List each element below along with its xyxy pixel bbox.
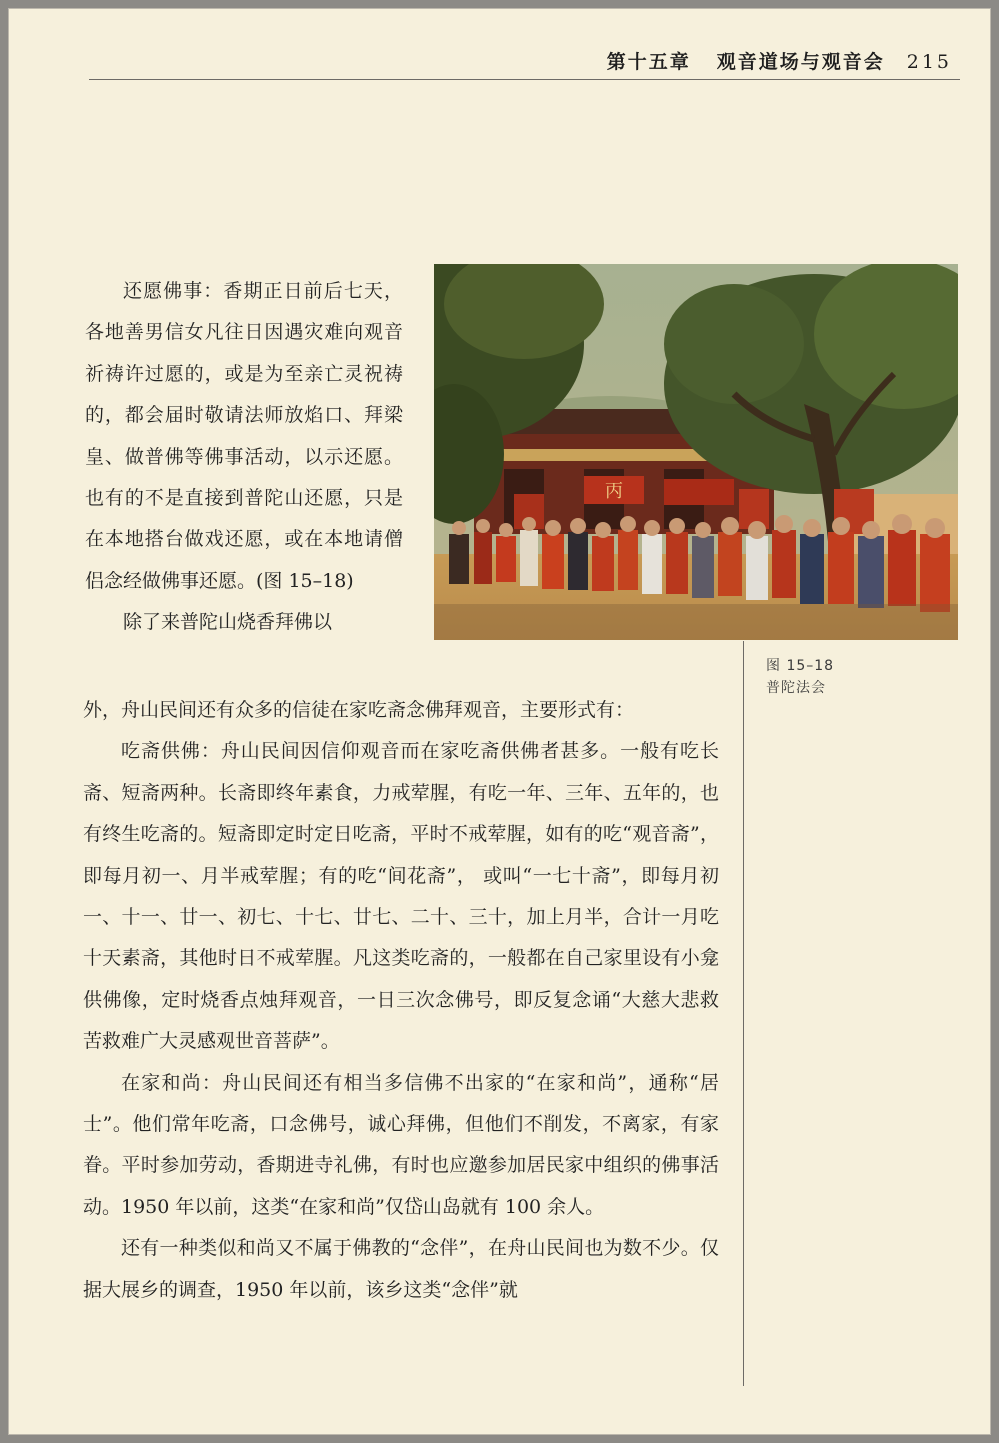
paragraph-vegetarian-offering: 吃斋供佛：舟山民间因信仰观音而在家吃斋供佛者甚多。一般有吃长斋、短斋两种。长斋即终年素食，力戒荤腥，有吃一年、三年、五年的，也有终生吃斋的。短斋即定时定日吃斋，平时不戒荤腥，如有的吃“观音斋”，即每月初一、月半戒荤腥；有的吃“间花斋”， 或叫“一七十斋”，即每月初一、十一、廿一、初七、十七、廿七、二十、三十，加上月半，合计一月吃十天素斋，其他时日不戒荤腥。凡这类吃斋的，一般都在自己家里设有小龛供佛像，定时烧香点烛拜观音，一日三次念佛号，即反复念诵“大慈大悲救苦救难广大灵感观世音菩萨”。 [83,740,719,1053]
signboard-text: 丙 [605,481,623,502]
paragraph-intro-start: 除了来普陀山烧香拜佛以 [123,611,333,634]
text-column-narrow [85,271,403,644]
chapter-label: 第十五章 [606,51,691,73]
photo-puto-dharma-assembly [434,264,958,640]
paragraph-lay-monks: 在家和尚：舟山民间还有相当多信佛不出家的“在家和尚”，通称“居士”。他们常年吃斋，口念佛号，诚心拜佛，但他们不削发，不离家，有家眷。平时参加劳动，香期进寺礼佛，有时也应邀参加居民家中组织的佛事活动。1950 年以前，这类“在家和尚”仅岱山岛就有 100 余人。 [83,1071,719,1218]
figure-caption [766,655,834,699]
running-head [607,47,952,74]
paragraph-repaying-vows: 还愿佛事：香期正日前后七天，各地善男信女凡往日因遇灾难向观音祈祷许过愿的，或是为至亲亡灵祝祷的，都会届时敬请法师放焰口、拜梁皇、做普佛等佛事活动，以示还愿。也有的不是直接到普陀山还愿，只是在本地搭台做戏还愿，或在本地请僧侣念经做佛事还愿。(图 15–18) [85,280,403,592]
margin-rule [743,641,744,1386]
figure-caption-text: 普陀法会 [766,680,826,696]
paragraph-nianban: 还有一种类似和尚又不属于佛教的“念伴”，在舟山民间也为数不少。仅据大展乡的调查，1950 年以前，该乡这类“念伴”就 [83,1237,719,1301]
chapter-title: 观音道场与观音会 [716,51,885,73]
figure-label: 图 15–18 [766,658,835,674]
paragraph-intro-continued: 外，舟山民间还有众多的信徒在家吃斋念佛拜观音，主要形式有： [83,699,635,721]
header-rule [89,79,960,80]
book-page [8,8,991,1435]
page-number: 215 [906,51,952,73]
text-column-wide [83,690,719,1311]
